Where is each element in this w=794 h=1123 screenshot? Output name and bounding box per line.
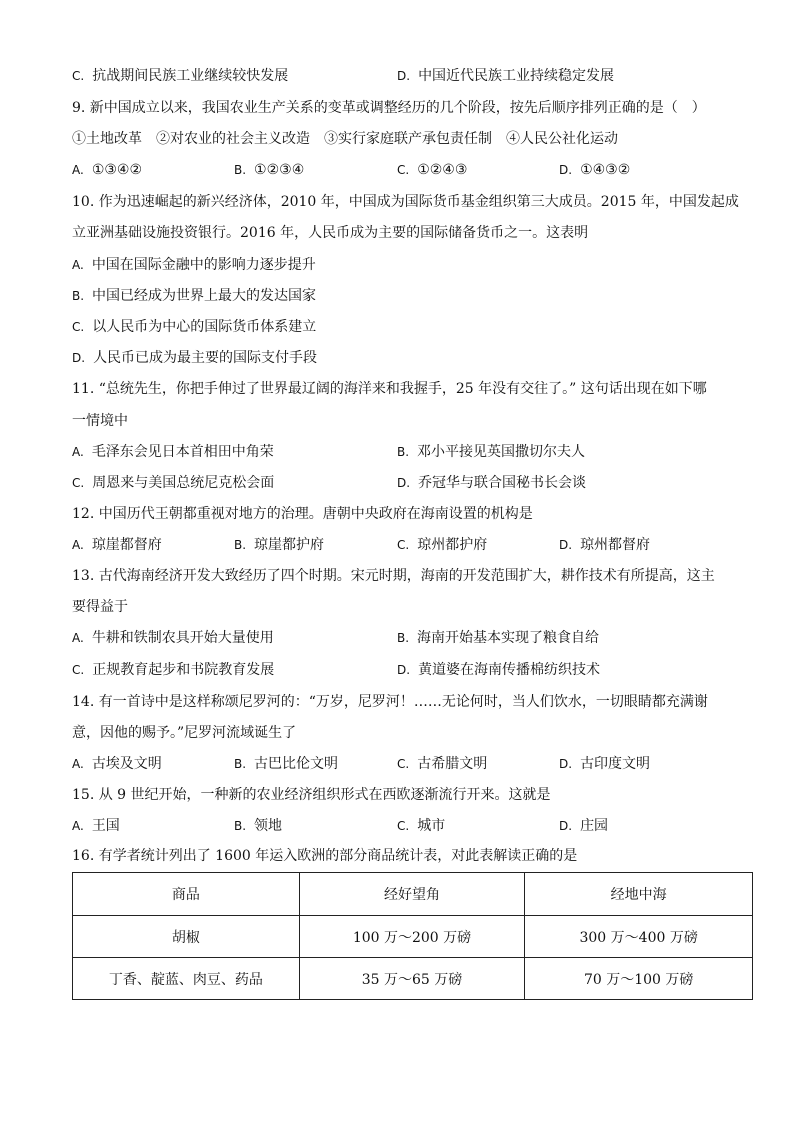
- q15-option-c[interactable]: [397, 816, 445, 836]
- option-key: B.: [397, 631, 410, 645]
- option-key: D.: [397, 69, 411, 83]
- q8-option-c[interactable]: [72, 66, 288, 86]
- option-key: C.: [397, 819, 410, 833]
- option-text: 王国: [91, 818, 120, 834]
- q10-option-d[interactable]: [72, 348, 317, 368]
- q9-option-b[interactable]: [234, 160, 304, 180]
- option-key: D.: [559, 757, 573, 771]
- option-key: D.: [559, 163, 573, 177]
- option-text: 以人民币为中心的国际货币体系建立: [92, 319, 317, 335]
- option-key: C.: [397, 538, 410, 552]
- option-text: 乔冠华与联合国秘书长会谈: [418, 475, 587, 491]
- option-key: A.: [72, 163, 84, 177]
- q10-stem-line2: 立亚洲基础设施投资银行。2016 年，人民币成为主要的国际储备货币之一。这表明: [72, 225, 589, 241]
- option-text: 古希腊文明: [417, 756, 488, 772]
- option-text: 邓小平接见英国撒切尔夫人: [417, 444, 586, 460]
- option-text: 牛耕和铁制农具开始大量使用: [91, 630, 274, 646]
- option-key: D.: [559, 819, 573, 833]
- table-row: [73, 958, 753, 1000]
- option-key: C.: [397, 163, 410, 177]
- q13-option-a[interactable]: [72, 628, 274, 648]
- option-key: C.: [72, 69, 85, 83]
- option-text: 中国近代民族工业持续稳定发展: [418, 68, 615, 84]
- q11-option-d[interactable]: [397, 473, 586, 493]
- option-key: A.: [72, 631, 84, 645]
- table-header-cell: 经地中海: [525, 873, 753, 916]
- q9-option-c[interactable]: [397, 160, 467, 180]
- q9-option-a[interactable]: [72, 160, 142, 180]
- q14-option-c[interactable]: [397, 754, 487, 774]
- option-key: B.: [72, 289, 85, 303]
- option-key: B.: [234, 757, 247, 771]
- option-key: D.: [72, 351, 86, 365]
- option-key: A.: [72, 757, 84, 771]
- q12-option-d[interactable]: [559, 535, 650, 555]
- q8-option-d[interactable]: [397, 66, 614, 86]
- option-key: B.: [234, 163, 247, 177]
- q10-option-c[interactable]: [72, 317, 316, 337]
- option-text: ①②④③: [417, 162, 468, 178]
- table-cell: 100 万～200 万磅: [299, 916, 525, 958]
- q9-option-d[interactable]: [559, 160, 630, 180]
- q15-option-d[interactable]: [559, 816, 608, 836]
- option-text: 古印度文明: [580, 756, 651, 772]
- table-header-row: [73, 873, 753, 916]
- option-text: 海南开始基本实现了粮食自给: [417, 630, 600, 646]
- q11-option-a[interactable]: [72, 442, 274, 462]
- option-text: 庄园: [580, 818, 609, 834]
- option-key: B.: [234, 538, 247, 552]
- option-key: A.: [72, 538, 84, 552]
- q14-stem-line2: 意，因他的赐予。”尼罗河流域诞生了: [72, 725, 297, 741]
- q12-stem: 12. 中国历代王朝都重视对地方的治理。唐朝中央政府在海南设置的机构是: [72, 506, 533, 522]
- table-header-cell: 经好望角: [299, 873, 525, 916]
- q14-option-d[interactable]: [559, 754, 650, 774]
- option-key: C.: [72, 663, 85, 677]
- q11-stem-line2: 一情境中: [72, 413, 128, 429]
- option-text: ①②③④: [254, 162, 305, 178]
- option-text: 毛泽东会见日本首相田中角荣: [91, 444, 274, 460]
- q10-option-b[interactable]: [72, 286, 316, 306]
- q14-option-a[interactable]: [72, 754, 162, 774]
- commodity-stats-table: [72, 872, 753, 1000]
- q11-option-c[interactable]: [72, 473, 274, 493]
- option-text: 正规教育起步和书院教育发展: [92, 662, 275, 678]
- q11-stem-line1: 11. “总统先生，你把手伸过了世界最辽阔的海洋来和我握手，25 年没有交往了。” 这句话出现在如下哪: [72, 381, 707, 397]
- option-key: A.: [72, 445, 84, 459]
- table-cell: 70 万～100 万磅: [525, 958, 753, 1000]
- option-text: ①④③②: [580, 162, 631, 178]
- option-text: 中国在国际金融中的影响力逐步提升: [91, 257, 316, 273]
- option-key: C.: [72, 476, 85, 490]
- q12-option-b[interactable]: [234, 535, 324, 555]
- q9-items: ①土地改革 ②对农业的社会主义改造 ③实行家庭联产承包责任制 ④人民公社化运动: [72, 131, 618, 147]
- q11-option-b[interactable]: [397, 442, 585, 462]
- q9-stem: 9. 新中国成立以来，我国农业生产关系的变革或调整经历的几个阶段，按先后顺序排列正确的是（ ）: [72, 100, 706, 116]
- option-key: D.: [397, 663, 411, 677]
- option-key: C.: [72, 320, 85, 334]
- q13-option-d[interactable]: [397, 660, 600, 680]
- option-text: 抗战期间民族工业继续较快发展: [92, 68, 289, 84]
- option-text: 中国已经成为世界上最大的发达国家: [92, 288, 317, 304]
- option-key: B.: [397, 445, 410, 459]
- option-key: B.: [234, 819, 247, 833]
- q13-stem-line1: 13. 古代海南经济开发大致经历了四个时期。宋元时期，海南的开发范围扩大，耕作技术有所提高，这主: [72, 568, 715, 584]
- option-text: 人民币已成为最主要的国际支付手段: [93, 350, 318, 366]
- q14-stem-line1: 14. 有一首诗中是这样称颂尼罗河的：“万岁，尼罗河！……无论何时，当人们饮水，一切眼睛都充满谢: [72, 694, 708, 710]
- q10-option-a[interactable]: [72, 255, 316, 275]
- table-cell: 35 万～65 万磅: [299, 958, 525, 1000]
- table-header-cell: 商品: [73, 873, 300, 916]
- q12-option-c[interactable]: [397, 535, 487, 555]
- q13-option-c[interactable]: [72, 660, 274, 680]
- option-text: 城市: [417, 818, 446, 834]
- q10-stem-line1: 10. 作为迅速崛起的新兴经济体，2010 年，中国成为国际货币基金组织第三大成员。2015 年，中国发起成: [72, 194, 739, 210]
- table-cell: 300 万～400 万磅: [525, 916, 753, 958]
- option-key: D.: [559, 538, 573, 552]
- option-text: ①③④②: [91, 162, 143, 178]
- option-text: 黄道婆在海南传播棉纺织技术: [418, 662, 601, 678]
- option-text: 周恩来与美国总统尼克松会面: [92, 475, 275, 491]
- q13-option-b[interactable]: [397, 628, 599, 648]
- option-key: D.: [397, 476, 411, 490]
- q14-option-b[interactable]: [234, 754, 338, 774]
- option-text: 古埃及文明: [91, 756, 162, 772]
- option-key: C.: [397, 757, 410, 771]
- q15-option-b[interactable]: [234, 816, 282, 836]
- option-key: A.: [72, 258, 84, 272]
- option-key: A.: [72, 819, 84, 833]
- option-text: 琼州都督府: [580, 537, 651, 553]
- option-text: 古巴比伦文明: [254, 756, 339, 772]
- option-text: 琼崖都护府: [254, 537, 325, 553]
- q13-stem-line2: 要得益于: [72, 599, 128, 615]
- q12-option-a[interactable]: [72, 535, 162, 555]
- q15-option-a[interactable]: [72, 816, 120, 836]
- q15-stem: 15. 从 9 世纪开始，一种新的农业经济组织形式在西欧逐渐流行开来。这就是: [72, 787, 551, 803]
- table-cell: 胡椒: [73, 916, 300, 958]
- option-text: 琼崖都督府: [91, 537, 162, 553]
- q16-stem: 16. 有学者统计列出了 1600 年运入欧洲的部分商品统计表，对此表解读正确的是: [72, 848, 578, 864]
- option-text: 琼州都护府: [417, 537, 488, 553]
- table-row: [73, 916, 753, 958]
- table-cell: 丁香、靛蓝、肉豆、药品: [73, 958, 300, 1000]
- option-text: 领地: [254, 818, 283, 834]
